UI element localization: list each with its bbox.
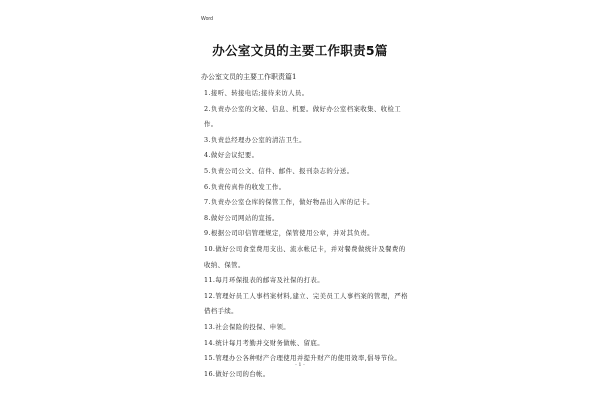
list-item: 5.负责公司公文、信件、邮件、报刊杂志的分送。 — [204, 166, 354, 175]
list-item: 14.统计每月考勤并交财务做帐、留底。 — [204, 338, 325, 347]
list-item: 7.负责办公室仓库的保管工作，做好物品出入库的记卡。 — [204, 198, 374, 207]
list-item: 2.负责办公室的文秘、信息、机要。做好办公室档案收集、收检工作。 — [204, 104, 402, 129]
duty-list — [204, 86, 408, 382]
list-item: 3.负责总经理办公室的清洁卫生。 — [204, 135, 306, 144]
list-item: 15.管理办公各种财产合理使用并提升财产的使用效率,倡导节俭。 — [204, 354, 402, 363]
document-title: 办公室文员的主要工作职责5篇 — [212, 43, 388, 58]
list-item: 8.做好公司网站的宣扬。 — [204, 213, 279, 222]
app-watermark: Word — [201, 16, 213, 22]
section-heading: 办公室文员的主要工作职责篇1 — [201, 73, 297, 81]
list-item: 10.做好公司食堂费用支出、流水帐记卡，并对餐费做统计及餐费的收纳、保管。 — [204, 244, 406, 269]
list-item: 16.做好公司的台帐。 — [204, 369, 270, 378]
list-item: 1.接听、转接电话;接待来访人员。 — [204, 89, 309, 97]
page-number: - 1 - — [295, 362, 305, 368]
list-item: 9.根据公司印信管理规定，保管使用公章，并对其负责。 — [204, 229, 374, 238]
list-item: 12.管理好员工人事档案材料,建立、完美员工人事档案的管理，严格借档手续。 — [204, 291, 408, 316]
list-item: 11.每月环保报表的邮寄及社保的打表。 — [204, 276, 325, 285]
list-item: 6.负责传真件的收发工作。 — [204, 182, 286, 191]
list-item: 4.做好会议纪要。 — [204, 151, 259, 160]
list-item: 13.社会保险的投保、申领。 — [204, 322, 291, 331]
